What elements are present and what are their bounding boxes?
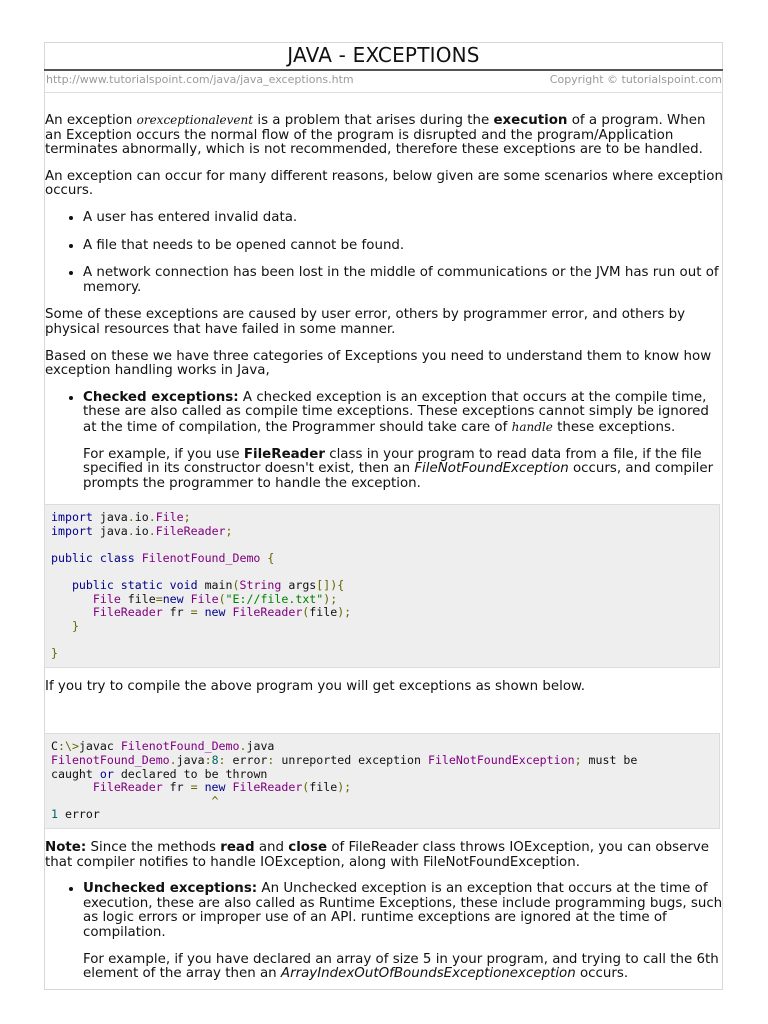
- meta-rule: [44, 92, 723, 93]
- text: these exceptions.: [552, 419, 676, 435]
- list-item: [83, 882, 725, 982]
- list-item: • A user has entered invalid data.: [83, 211, 725, 226]
- reasons-paragraph: An exception can occur for many different reasons, below given are some scenarios where exception occurs.: [45, 168, 723, 199]
- source-url[interactable]: http://www.tutorialspoint.com/java/java_exceptions.htm: [46, 73, 354, 86]
- text: of FileReader class throws IOException, you can observe that compiler notifies to handle IOException, along with FileNotFoundException.: [45, 839, 710, 870]
- text: occurs.: [575, 966, 629, 982]
- list-item: • A file that needs to be opened cannot be found.: [83, 239, 725, 254]
- text: Since the methods: [86, 839, 221, 855]
- text: and: [254, 839, 289, 855]
- code-block-output[interactable]: C:\>javac FilenotFound_Demo.java FilenotFound_Demo.java:8: error: unreported exception FileNotFoundException; must be caught or declared to be thrown FileReader fr = new FileReader(file); ^ 1 error: [44, 733, 720, 829]
- bold-term: read: [220, 839, 255, 855]
- bold-term: execution: [493, 113, 568, 128]
- title-rule: [44, 69, 723, 71]
- text: For example, if you have declared an array of size 5 in your program, and trying to call the 6th element of the array then an: [83, 951, 719, 982]
- bold-term: close: [288, 839, 328, 855]
- causes-paragraph: Some of these exceptions are caused by user error, others by programmer error, and others by physical resources that have failed in some manner.: [45, 307, 686, 337]
- bold-term: FileReader: [243, 446, 325, 462]
- article-body: [45, 113, 725, 995]
- unchecked-example: [83, 953, 725, 982]
- text: class in your program to read data from a file, if the file specified in its constructor doesn't exist, then an: [83, 446, 702, 477]
- categories-paragraph: Based on these we have three categories of Exceptions you need to understand them to know how exception handling works in Java,: [45, 348, 712, 379]
- inline-serif: handle: [511, 419, 553, 434]
- checked-definition: [83, 391, 725, 436]
- intro-paragraph: [45, 113, 725, 158]
- text: An Unchecked exception is an exception that occurs at the time of execution, these are also called as Runtime Exceptions, these include programming bugs, such as logic errors or improper use of an API. runtime exceptions are ignored at the time of compilation.: [83, 881, 723, 940]
- unchecked-definition: [83, 882, 725, 940]
- spacer: [45, 706, 725, 733]
- code-block-source[interactable]: import java.io.File; import java.io.FileReader; public class FilenotFound_Demo { public static void main(String args[]){ File file=new File("E://file.txt"); FileReader fr = new FileReader(file); } }: [44, 504, 720, 668]
- bold-term: Unchecked exceptions:: [83, 881, 258, 897]
- compile-note: If you try to compile the above program you will get exceptions as shown below.: [45, 678, 585, 694]
- text: occurs, and compiler prompts the programmer to handle the exception.: [83, 461, 714, 491]
- list-item: [83, 391, 725, 492]
- text: of a program. When an Exception occurs the normal flow of the program is disrupted and the program/Application terminates abnormally, which is not recommended, therefore these exceptions are to be handled.: [45, 113, 706, 158]
- inline-serif: orexceptionalevent: [136, 113, 254, 127]
- scenario-list: [45, 211, 725, 295]
- checked-example: [83, 448, 725, 492]
- note-paragraph: [45, 841, 725, 870]
- category-list-checked: [45, 391, 725, 492]
- copyright: Copyright © tutorialspoint.com: [549, 73, 722, 86]
- text: is a problem that arises during the: [253, 113, 494, 128]
- italic-term: FileNotFoundException: [414, 461, 569, 477]
- text: For example, if you use: [83, 446, 244, 462]
- text: A checked exception is an exception that occurs at the compile time, these are also called as compile time exceptions. These exceptions cannot simply be ignored at the time of compilation, the Programmer should take care of: [83, 389, 709, 435]
- italic-term: ArrayIndexOutOfBoundsExceptionexception: [280, 966, 576, 982]
- text: An exception: [45, 113, 137, 128]
- bold-term: Checked exceptions:: [83, 389, 239, 405]
- category-list-unchecked: [45, 882, 725, 982]
- bold-term: Note:: [45, 839, 87, 855]
- page-title: JAVA - EXCEPTIONS: [287, 43, 480, 67]
- list-item: • A network connection has been lost in the middle of communications or the JVM has run out of memory.: [83, 266, 725, 295]
